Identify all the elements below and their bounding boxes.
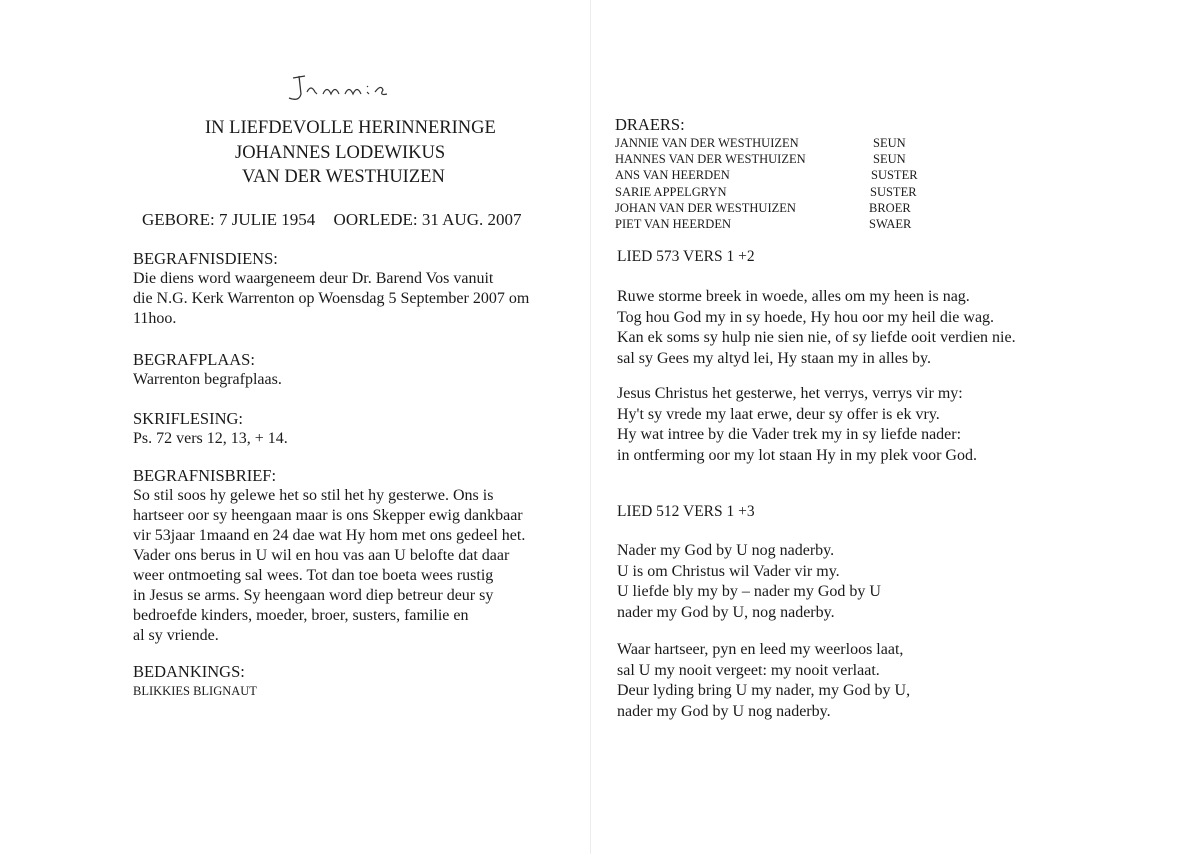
- hymn-573-verse-1: [617, 287, 1016, 369]
- thanks-section: [133, 662, 257, 700]
- service-line: die N.G. Kerk Warrenton op Woensdag 5 September 2007 om: [133, 290, 530, 307]
- bearer-relation: SWAER: [869, 216, 912, 231]
- verse-line: Hy wat intree by die Vader trek my in sy liefde nader:: [617, 426, 962, 443]
- funeral-letter-line: vir 53jaar 1maand en 24 dae wat Hy hom met ons gedeel het.: [133, 527, 526, 544]
- bearer-name: PIET VAN HEERDEN: [615, 216, 731, 231]
- bearer-name: JANNIE VAN DER WESTHUIZEN: [615, 136, 799, 150]
- verse-line: U liefde bly my by – nader my God by U: [617, 583, 881, 600]
- verse-line: Kan ek soms sy hulp nie sien nie, of sy liefde ooit verdien nie.: [617, 329, 1016, 346]
- bearer-row: [615, 216, 935, 232]
- burial-heading: BEGRAFPLAAS:: [133, 350, 255, 369]
- bearer-row: [615, 151, 935, 167]
- bearers-section: [615, 115, 935, 232]
- funeral-letter-line: in Jesus se arms. Sy heengaan word diep betreur deur sy: [133, 587, 494, 604]
- verse-line: nader my God by U nog naderby.: [617, 702, 831, 720]
- scripture-section: [133, 409, 288, 449]
- bearer-relation: SEUN: [873, 152, 906, 167]
- hymn-573-verse-2: [617, 384, 977, 466]
- bearers-heading: DRAERS:: [615, 115, 685, 134]
- bearer-relation: BROER: [869, 200, 911, 215]
- verse-line: Tog hou God my in sy hoede, Hy hou oor my heil die wag.: [617, 308, 995, 326]
- memorial-title: IN LIEFDEVOLLE HERINNERINGE: [205, 118, 496, 138]
- service-section: [133, 249, 529, 329]
- burial-section: [133, 350, 282, 390]
- verse-line: Waar hartseer, pyn en leed my weerloos laat,: [617, 641, 904, 658]
- page-fold: [590, 0, 591, 854]
- bearer-relation: SUSTER: [870, 184, 917, 199]
- service-line: 11hoo.: [133, 310, 177, 327]
- deceased-surname: VAN DER WESTHUIZEN: [242, 167, 445, 187]
- funeral-letter-line: al sy vriende.: [133, 627, 219, 644]
- scripture-text: Ps. 72 vers 12, 13, + 14.: [133, 430, 288, 447]
- bearer-name: ANS VAN HEERDEN: [615, 168, 730, 183]
- verse-line: Nader my God by U nog naderby.: [617, 542, 835, 559]
- verse-line: Jesus Christus het gesterwe, het verrys, verrys vir my:: [617, 385, 963, 402]
- funeral-letter-heading: BEGRAFNISBRIEF:: [133, 466, 277, 485]
- life-dates: [142, 210, 522, 230]
- bearer-row: [615, 167, 935, 183]
- verse-line: Ruwe storme breek in woede, alles om my heen is nag.: [617, 288, 970, 305]
- bearer-relation: SEUN: [873, 136, 906, 150]
- verse-line: nader my God by U, nog naderby.: [617, 603, 835, 621]
- verse-line: sal sy Gees my altyd lei, Hy staan my in alles by.: [617, 349, 932, 367]
- funeral-letter-section: [133, 466, 525, 646]
- verse-line: U is om Christus wil Vader vir my.: [617, 562, 840, 580]
- bearer-row: [615, 200, 935, 216]
- bearer-row: [615, 184, 935, 200]
- hymn-512-verse-1: [617, 541, 881, 623]
- death-date: OORLEDE: 31 AUG. 2007: [333, 210, 522, 229]
- scripture-heading: SKRIFLESING:: [133, 409, 244, 428]
- funeral-letter-line: hartseer oor sy heengaan maar is ons Skepper ewig dankbaar: [133, 507, 523, 524]
- verse-line: Deur lyding bring U my nader, my God by U,: [617, 682, 911, 699]
- bearer-name: HANNES VAN DER WESTHUIZEN: [615, 152, 806, 167]
- service-line: Die diens word waargeneem deur Dr. Barend Vos vanuit: [133, 270, 494, 287]
- funeral-letter-line: weer ontmoeting sal wees. Tot dan toe boeta wees rustig: [133, 567, 494, 584]
- bearer-row: [615, 135, 935, 151]
- funeral-letter-line: bedroefde kinders, moeder, broer, susters, familie en: [133, 607, 469, 624]
- thanks-heading: BEDANKINGS:: [133, 662, 245, 681]
- funeral-letter-line: So stil soos hy gelewe het so stil het hy gesterwe. Ons is: [133, 487, 494, 504]
- service-heading: BEGRAFNISDIENS:: [133, 249, 278, 268]
- funeral-letter-line: Vader ons berus in U wil en hou vas aan U belofte dat daar: [133, 547, 510, 564]
- bearer-relation: SUSTER: [871, 168, 918, 183]
- handwritten-signature: [283, 70, 403, 110]
- verse-line: sal U my nooit vergeet: my nooit verlaat.: [617, 661, 880, 679]
- hymn-573-title: LIED 573 VERS 1 +2: [617, 248, 755, 265]
- burial-text: Warrenton begrafplaas.: [133, 371, 282, 388]
- hymn-512-title: LIED 512 VERS 1 +3: [617, 503, 755, 520]
- thanks-text: BLIKKIES BLIGNAUT: [133, 684, 257, 698]
- hymn-512-verse-2: [617, 640, 910, 722]
- verse-line: in ontferming oor my lot staan Hy in my plek voor God.: [617, 446, 977, 464]
- bearer-name: SARIE APPELGRYN: [615, 184, 727, 199]
- deceased-first-names: JOHANNES LODEWIKUS: [235, 143, 446, 163]
- bearer-name: JOHAN VAN DER WESTHUIZEN: [615, 200, 796, 215]
- birth-date: GEBORE: 7 JULIE 1954: [142, 210, 316, 229]
- verse-line: Hy't sy vrede my laat erwe, deur sy offer is ek vry.: [617, 405, 940, 423]
